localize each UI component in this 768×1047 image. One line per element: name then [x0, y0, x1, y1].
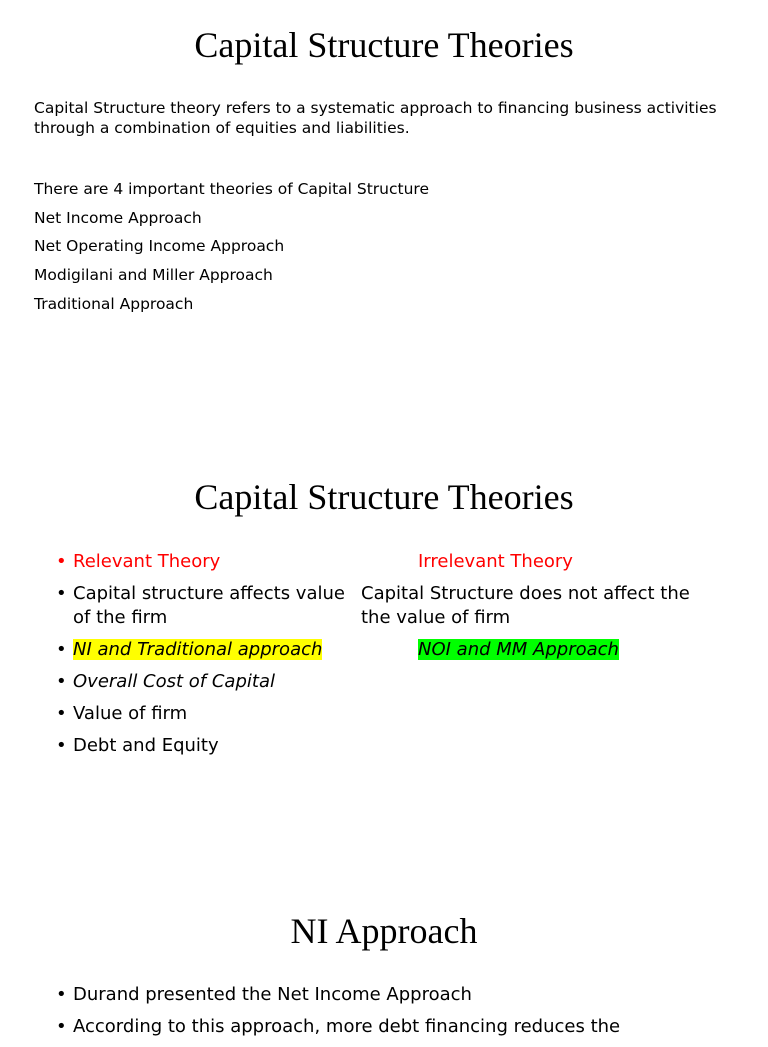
intro-paragraph: Capital Structure theory refers to a systematic approach to financing business activities through a combination of equities and liabilities. — [34, 99, 717, 137]
list-item — [56, 1015, 756, 1039]
ni-approach-list — [56, 983, 756, 1047]
irrelevant-theory-description: Capital Structure does not affect the the value of firm — [361, 583, 690, 628]
relevant-theory-approach: NI and Traditional approach — [73, 639, 323, 660]
theory-item: Modigilani and Miller Approach — [34, 266, 273, 285]
slide-title: Capital Structure Theories — [194, 477, 574, 517]
theory-list-heading: There are 4 important theories of Capital Structure — [34, 180, 429, 198]
theory-item: Net Income Approach — [34, 208, 202, 227]
relevant-point: Overall Cost of Capital — [73, 671, 275, 692]
slide-intro — [0, 0, 768, 432]
irrelevant-theory-approach-wrap — [418, 638, 619, 662]
bullet-icon: • — [56, 1016, 67, 1037]
relevant-theory-column — [56, 550, 346, 766]
theory-list — [34, 175, 429, 319]
irrelevant-theory-approach: NOI and MM Approach — [418, 639, 619, 660]
list-item — [56, 734, 346, 758]
bullet-icon: • — [56, 703, 67, 724]
ni-point: According to this approach, more debt financing reduces the — [73, 1016, 621, 1037]
list-item — [56, 550, 346, 574]
list-item — [56, 582, 346, 630]
slide-relevance — [0, 432, 768, 864]
relevant-theory-heading: Relevant Theory — [73, 551, 221, 572]
bullet-icon: • — [56, 583, 67, 604]
bullet-icon: • — [56, 671, 67, 692]
list-item — [56, 983, 756, 1007]
ni-point: Durand presented the Net Income Approach — [73, 984, 472, 1005]
theory-item: Traditional Approach — [34, 294, 194, 313]
bullet-icon: • — [56, 984, 67, 1005]
relevant-point: Debt and Equity — [73, 735, 219, 756]
bullet-icon: • — [56, 735, 67, 756]
slide-title: NI Approach — [290, 911, 478, 951]
relevant-point: Value of firm — [73, 703, 188, 724]
list-item — [56, 702, 346, 726]
bullet-icon: • — [56, 639, 67, 660]
slide-ni-approach — [0, 864, 768, 1037]
relevant-theory-description: Capital structure affects value of the firm — [73, 583, 345, 628]
theory-item: Net Operating Income Approach — [34, 237, 285, 256]
irrelevant-theory-heading: Irrelevant Theory — [418, 551, 573, 572]
list-item — [56, 670, 346, 694]
slide-title: Capital Structure Theories — [194, 25, 574, 65]
bullet-icon: • — [56, 551, 67, 572]
list-item — [56, 638, 346, 662]
